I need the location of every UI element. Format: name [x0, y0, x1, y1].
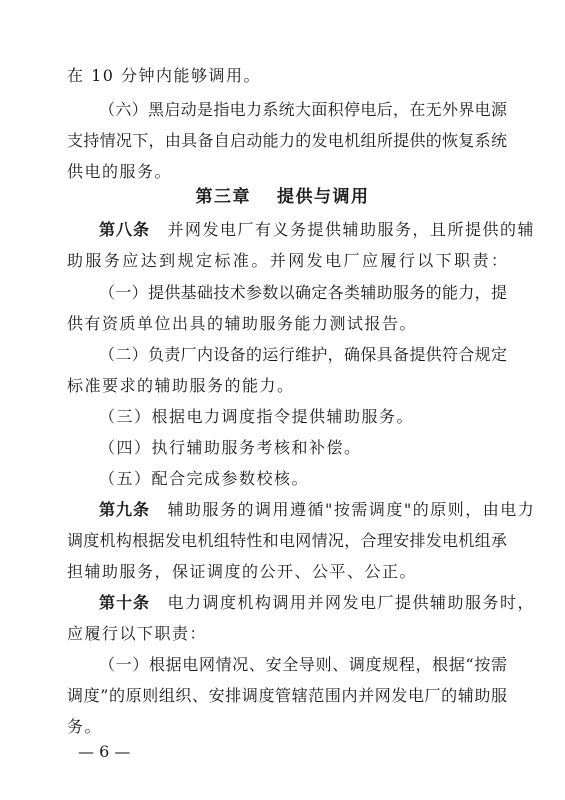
article-label: 第九条	[99, 500, 151, 519]
chapter-heading: 第三章 提供与调用	[195, 187, 370, 207]
text-line: 在 10 分钟内能够调用。	[67, 66, 262, 85]
text-line: 辅助服务的调用遵循"按需调度"的原则，由电力	[167, 500, 536, 519]
article-label: 第十条	[99, 593, 151, 612]
text-line: 应履行以下职责：	[67, 624, 208, 643]
text-line: 电力调度机构调用并网发电厂提供辅助服务时，	[167, 593, 536, 612]
text-line: 供有资质单位出具的辅助服务能力测试报告。	[67, 314, 418, 333]
text-line: （一）根据电网情况、安全导则、调度规程，根据“按需	[99, 655, 507, 674]
text-line: 支持情况下，由具备自启动能力的发电机组所提供的恢复系统	[67, 131, 507, 150]
text-line: （四）执行辅助服务考核和补偿。	[99, 438, 362, 457]
text-line: 担辅助服务，保证调度的公开、公平、公正。	[67, 562, 418, 581]
text-line: 调度”的原则组织、安排调度管辖范围内并网发电厂的辅助服	[67, 686, 507, 705]
text-line: 务。	[67, 717, 103, 736]
page-number: — 6 —	[78, 742, 131, 761]
text-line: （六）黑启动是指电力系统大面积停电后，在无外界电源	[99, 100, 507, 119]
text-line: （五）配合完成参数校核。	[99, 469, 310, 488]
text-line: 供电的服务。	[67, 162, 173, 181]
article-10-first-line	[99, 593, 536, 613]
text-line: （一）提供基础技术参数以确定各类辅助服务的能力，提	[99, 283, 507, 302]
text-line: （三）根据电力调度指令提供辅助服务。	[99, 407, 415, 426]
text-line: 助服务应达到规定标准。并网发电厂应履行以下职责：	[67, 251, 507, 270]
article-9-first-line	[99, 500, 536, 520]
text-line: 调度机构根据发电机组特性和电网情况，合理安排发电机组承	[67, 531, 507, 550]
text-line: （二）负责厂内设备的运行维护，确保具备提供符合规定	[99, 345, 507, 364]
text-line: 并网发电厂有义务提供辅助服务，且所提供的辅	[167, 220, 536, 239]
text-line: 标准要求的辅助服务的能力。	[67, 376, 295, 395]
article-label: 第八条	[99, 220, 151, 239]
article-8-first-line	[99, 220, 536, 240]
